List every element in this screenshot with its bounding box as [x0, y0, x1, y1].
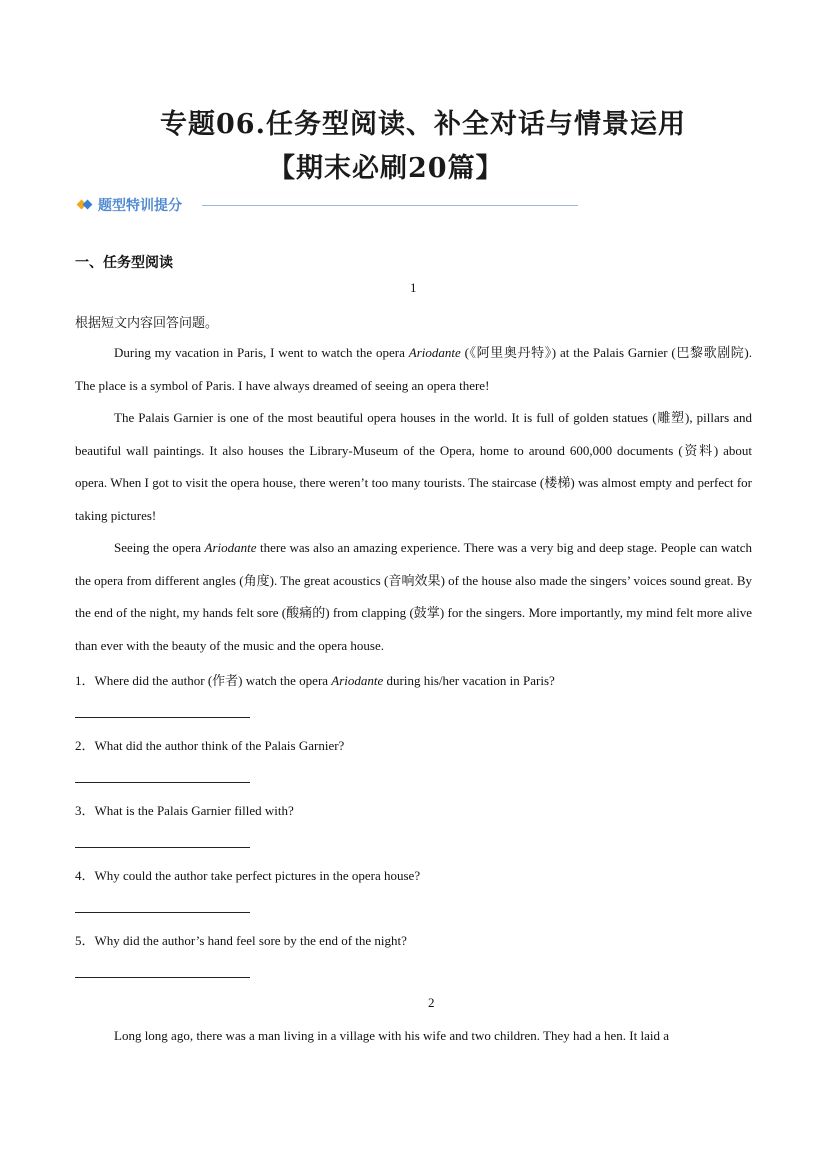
- paragraph: The Palais Garnier is one of the most beautiful opera houses in the world. It is full of golden statues (雕塑), pillars and beautiful wall paintings. It also houses the Library-Museum of the Opera, home to around 600,000 documents (资料) about opera. When I got to visit the opera house, there weren’t too many tourists. The staircase (楼梯) was almost empty and perfect for taking pictures!: [75, 410, 752, 523]
- paragraph: Seeing the opera Ariodante there was also an amazing experience. There was a very big and deep stage. People can watch the opera from different angles (角度). The great acoustics (音响效果) of the house also made the singers’ voices sound great. By the end of the night, my hands felt sore (酸痛的) from clapping (鼓掌) for the singers. More importantly, my mind felt more alive than ever with the beauty of the music and the opera house.: [75, 540, 752, 653]
- passage-number: 1: [410, 280, 417, 295]
- answer-line[interactable]: [75, 717, 250, 718]
- paragraph: Long long ago, there was a man living in a village with his wife and two children. They had a hen. It laid a: [114, 1028, 670, 1043]
- paragraph: During my vacation in Paris, I went to watch the opera Ariodante (《阿里奥丹特》) at the Palais Garnier (巴黎歌剧院). The place is a symbol of Paris. I have always dreamed of seeing an opera there!: [75, 345, 752, 393]
- diamond-icon: [78, 200, 88, 210]
- banner-divider: [202, 205, 578, 206]
- answer-line[interactable]: [75, 847, 250, 848]
- document-title-line2: 【期末必刷20篇】: [268, 153, 504, 184]
- question: 1．Where did the author (作者) watch the opera Ariodante during his/her vacation in Paris?: [75, 673, 555, 688]
- instruction-text: 根据短文内容回答问题。: [75, 316, 219, 331]
- question: 2．What did the author think of the Palais Garnier?: [75, 738, 345, 753]
- answer-line[interactable]: [75, 912, 250, 913]
- answer-line[interactable]: [75, 977, 250, 978]
- section-banner: [78, 195, 502, 215]
- banner-label: 题型特训提分: [98, 198, 182, 214]
- section-heading: 一、任务型阅读: [75, 255, 173, 271]
- answer-line[interactable]: [75, 782, 250, 783]
- passage-number: 2: [428, 995, 435, 1010]
- question: 5．Why did the author’s hand feel sore by the end of the night?: [75, 933, 407, 948]
- question: 4．Why could the author take perfect pictures in the opera house?: [75, 868, 421, 883]
- question: 3．What is the Palais Garnier filled with?: [75, 803, 294, 818]
- document-title-line1: 专题06.任务型阅读、补全对话与情景运用: [160, 109, 686, 140]
